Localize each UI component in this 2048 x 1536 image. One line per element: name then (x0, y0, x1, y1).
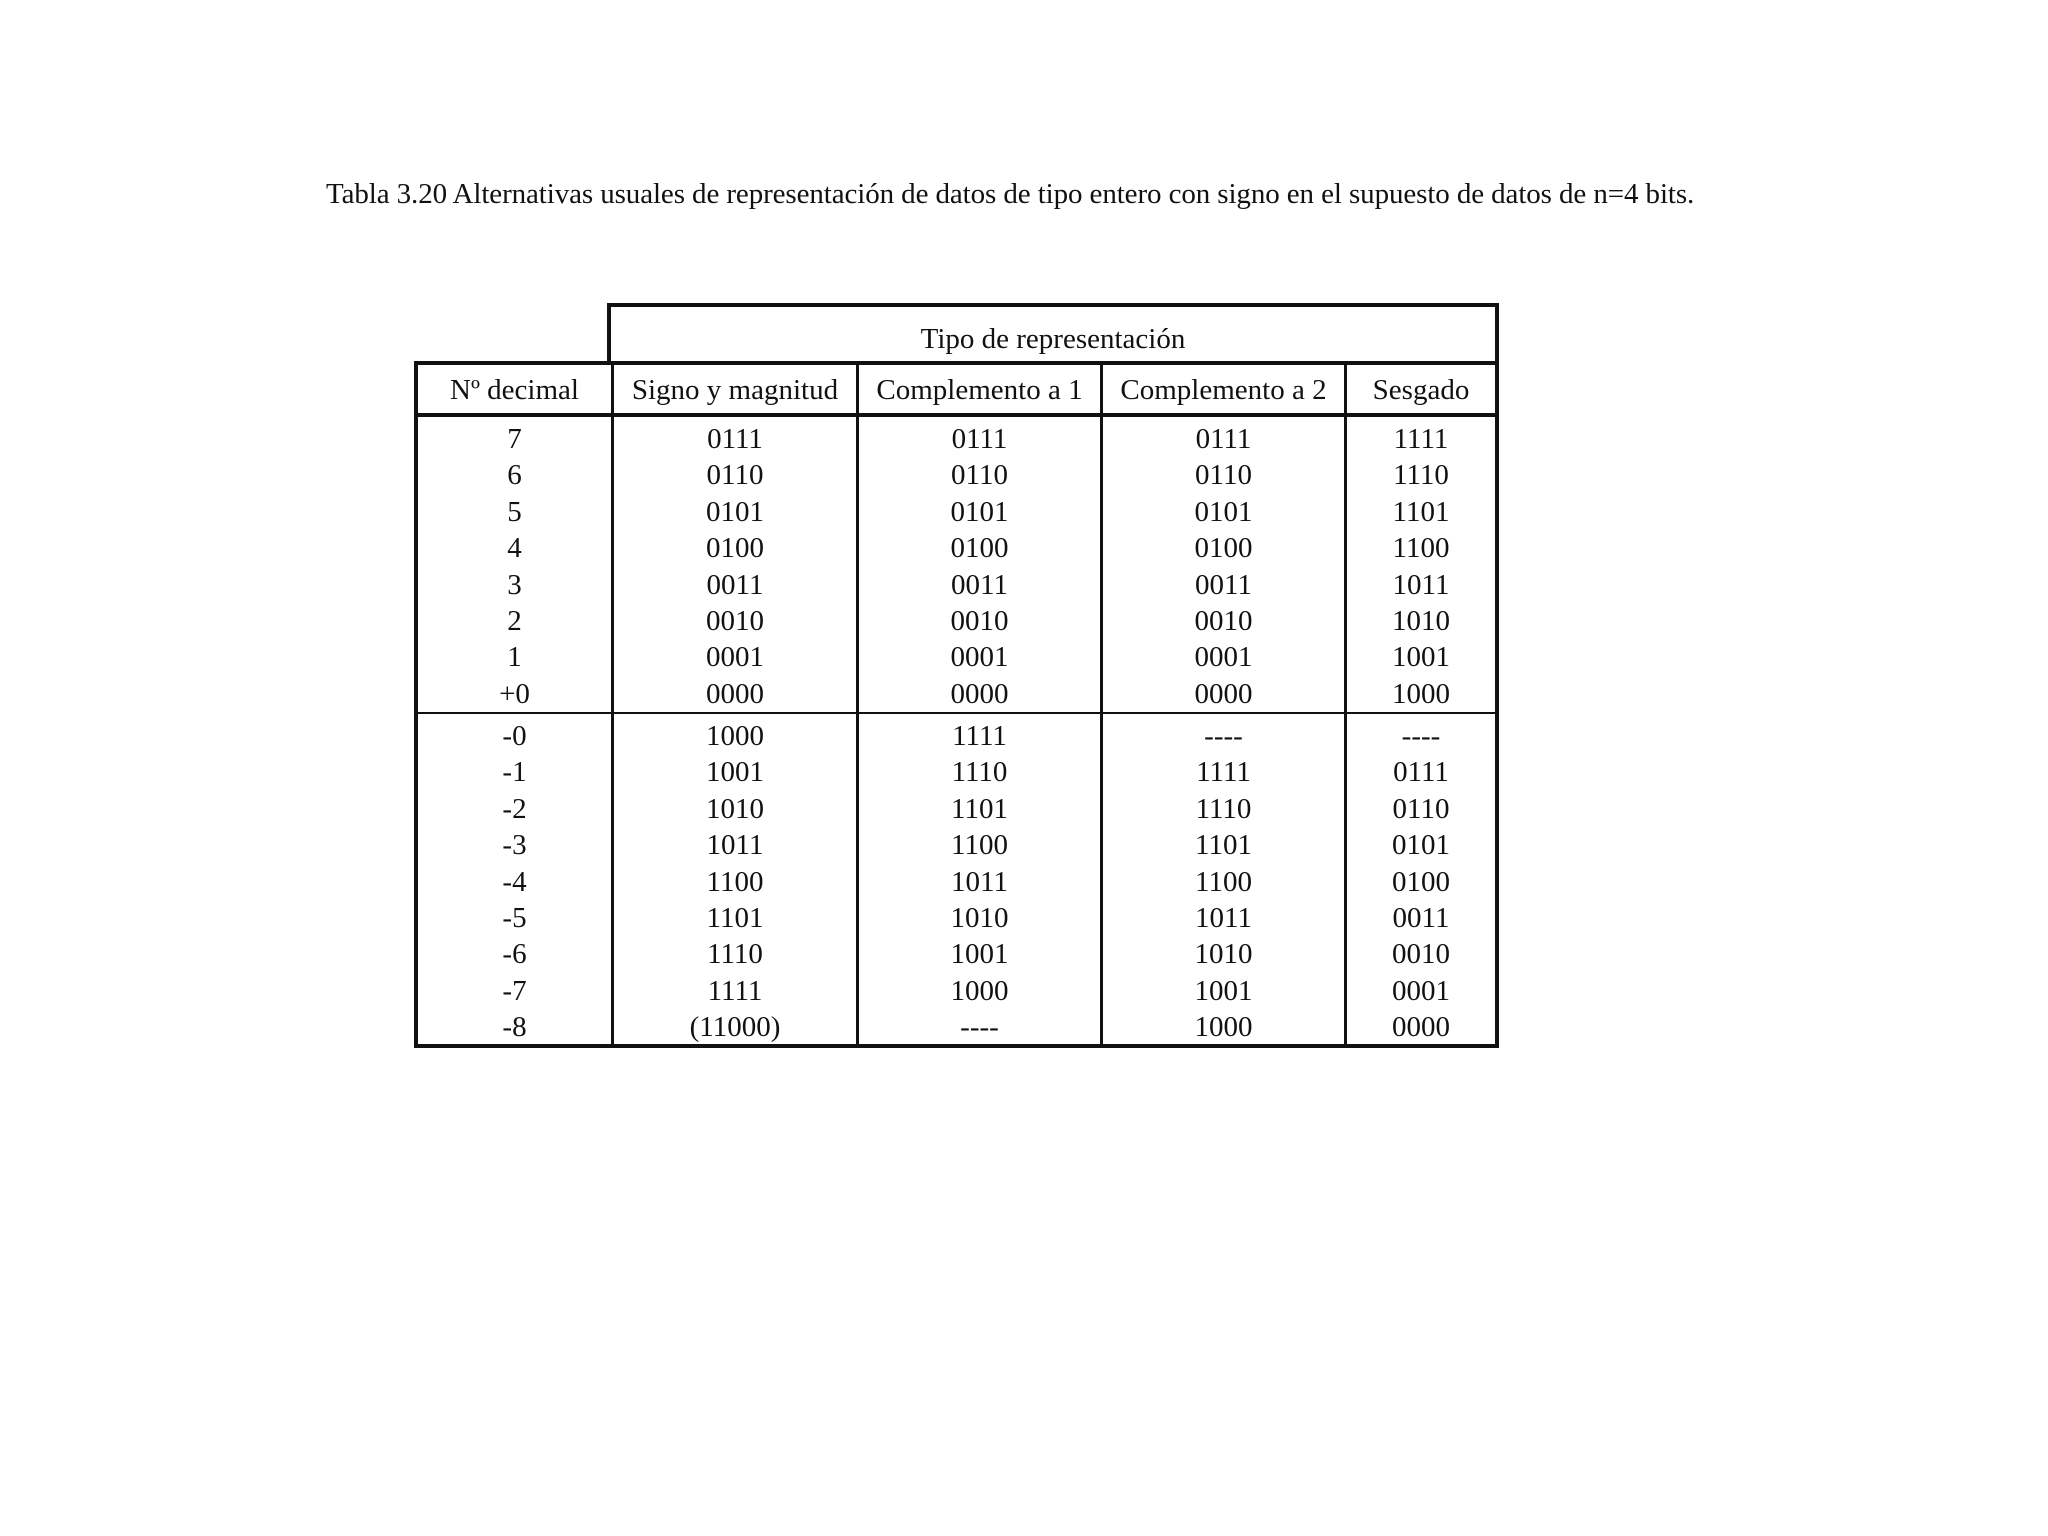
table-cell: 2 (507, 604, 522, 637)
table-cell: 1101 (1392, 495, 1450, 528)
table-cell: 0101 (1194, 495, 1253, 528)
table-cell: 0100 (1194, 532, 1253, 565)
table-cell: 1110 (1195, 792, 1252, 825)
table-caption: Tabla 3.20 Alternativas usuales de representación de datos de tipo entero con signo en el supuesto de datos de n=4 bits. (326, 178, 1695, 210)
table-cell: 0101 (706, 495, 764, 528)
table-cell: 1111 (1196, 756, 1251, 789)
column-header: Signo y magnitud (614, 365, 856, 417)
negative-section (1347, 714, 1495, 1044)
table-cell: -4 (502, 865, 527, 898)
negative-section (614, 714, 856, 1044)
table-cell: 1111 (952, 720, 1007, 752)
column-signo-magnitud (611, 365, 856, 1044)
table-cell: 0011 (951, 568, 1008, 601)
table-cell: 0100 (1392, 865, 1450, 898)
column-complemento-1 (856, 365, 1100, 1044)
table-cell: 1110 (951, 756, 1008, 789)
group-header: Tipo de representación (607, 303, 1499, 361)
table-cell: -1 (502, 756, 527, 789)
table-cell: 0100 (706, 532, 764, 565)
table-cell: +0 (499, 677, 530, 710)
table-cell: 0110 (951, 459, 1008, 492)
table-cell: 1000 (1194, 1011, 1253, 1044)
table-cell: -0 (502, 720, 527, 752)
table-cell: 0010 (706, 604, 764, 637)
table-cell: 0100 (950, 532, 1009, 565)
table-cell: 0011 (706, 568, 764, 601)
negative-section (418, 714, 611, 1044)
table-cell: -5 (502, 901, 527, 934)
positive-section (614, 417, 856, 714)
table-cell: 0010 (950, 604, 1009, 637)
table-cell: 1101 (706, 901, 764, 934)
table-cell: 1001 (950, 938, 1009, 971)
table-cell: 0110 (706, 459, 764, 492)
table-cell: 1011 (1392, 568, 1450, 601)
table-cell: 1011 (706, 829, 764, 862)
table-cell: 1110 (707, 938, 763, 971)
table-cell: 0110 (1392, 792, 1450, 825)
table-cell: 0111 (951, 423, 1008, 455)
table-cell: (11000) (689, 1011, 781, 1044)
positive-section (859, 417, 1100, 714)
table-cell: 1010 (706, 792, 764, 825)
table-cell: 6 (507, 459, 522, 492)
table-cell: 0010 (1194, 604, 1253, 637)
table-cell: 3 (507, 568, 522, 601)
table-cell: 1001 (1194, 974, 1253, 1007)
table-cell: 4 (507, 532, 522, 565)
column-header: Sesgado (1347, 365, 1495, 417)
positive-section (1347, 417, 1495, 714)
table-cell: 1011 (951, 865, 1008, 898)
table-cell: 1110 (1393, 459, 1449, 492)
table-cell: 1111 (707, 974, 763, 1007)
table-cell: 0001 (950, 641, 1009, 674)
table-cell: -2 (502, 792, 527, 825)
table-cell: 1000 (950, 974, 1009, 1007)
table-cell: ---- (1204, 720, 1243, 752)
column-header: Complemento a 2 (1103, 365, 1344, 417)
table-cell: 1111 (1393, 423, 1449, 455)
table-cell: 1100 (1195, 865, 1252, 898)
table-cell: 0011 (1392, 901, 1450, 934)
table-cell: 0001 (1392, 974, 1450, 1007)
table-cell: 0011 (1195, 568, 1252, 601)
table-cell: 0000 (1392, 1011, 1450, 1044)
table-cell: 0111 (707, 423, 763, 455)
table-cell: 0101 (950, 495, 1009, 528)
column-header: Nº decimal (418, 365, 611, 417)
negative-section (859, 714, 1100, 1044)
table-cell: 1001 (706, 756, 764, 789)
table-cell: 0111 (1195, 423, 1252, 455)
positive-section (418, 417, 611, 714)
table-cell: ---- (960, 1011, 999, 1044)
column-complemento-2 (1100, 365, 1344, 1044)
table-cell: 1100 (1392, 532, 1450, 565)
table-cell: 0111 (1393, 756, 1449, 789)
table-frame (414, 361, 1499, 1048)
column-header: Complemento a 1 (859, 365, 1100, 417)
table-cell: 1100 (951, 829, 1008, 862)
table-cell: 1010 (1194, 938, 1253, 971)
table-cell: -8 (502, 1011, 527, 1044)
table-cell: -7 (502, 974, 527, 1007)
table-cell: 1010 (950, 901, 1009, 934)
table-cell: 0110 (1195, 459, 1252, 492)
table-cell: 0000 (1194, 677, 1253, 710)
positive-section (1103, 417, 1344, 714)
table-cell: 5 (507, 495, 522, 528)
table-cell: 1011 (1195, 901, 1252, 934)
table-cell: 0001 (706, 641, 764, 674)
table-cell: -6 (502, 938, 527, 971)
column-sesgado (1344, 365, 1495, 1044)
table-cell: 0000 (706, 677, 764, 710)
table-cell: ---- (1401, 720, 1441, 752)
table-cell: 0001 (1194, 641, 1253, 674)
column-decimal (418, 365, 611, 1044)
table-cell: 0101 (1392, 829, 1450, 862)
table-cell: 1101 (1195, 829, 1252, 862)
table-cell: 0010 (1392, 938, 1450, 971)
table-cell: 1101 (951, 792, 1008, 825)
table-cell: 1100 (706, 865, 764, 898)
table-cell: 1010 (1392, 604, 1450, 637)
table-cell: -3 (502, 829, 527, 862)
table-cell: 0000 (950, 677, 1009, 710)
table-cell: 1000 (1392, 677, 1450, 710)
table-cell: 1000 (706, 720, 764, 752)
table-cell: 7 (507, 423, 522, 455)
table-cell: 1001 (1392, 641, 1450, 674)
table-cell: 1 (507, 641, 522, 674)
negative-section (1103, 714, 1344, 1044)
